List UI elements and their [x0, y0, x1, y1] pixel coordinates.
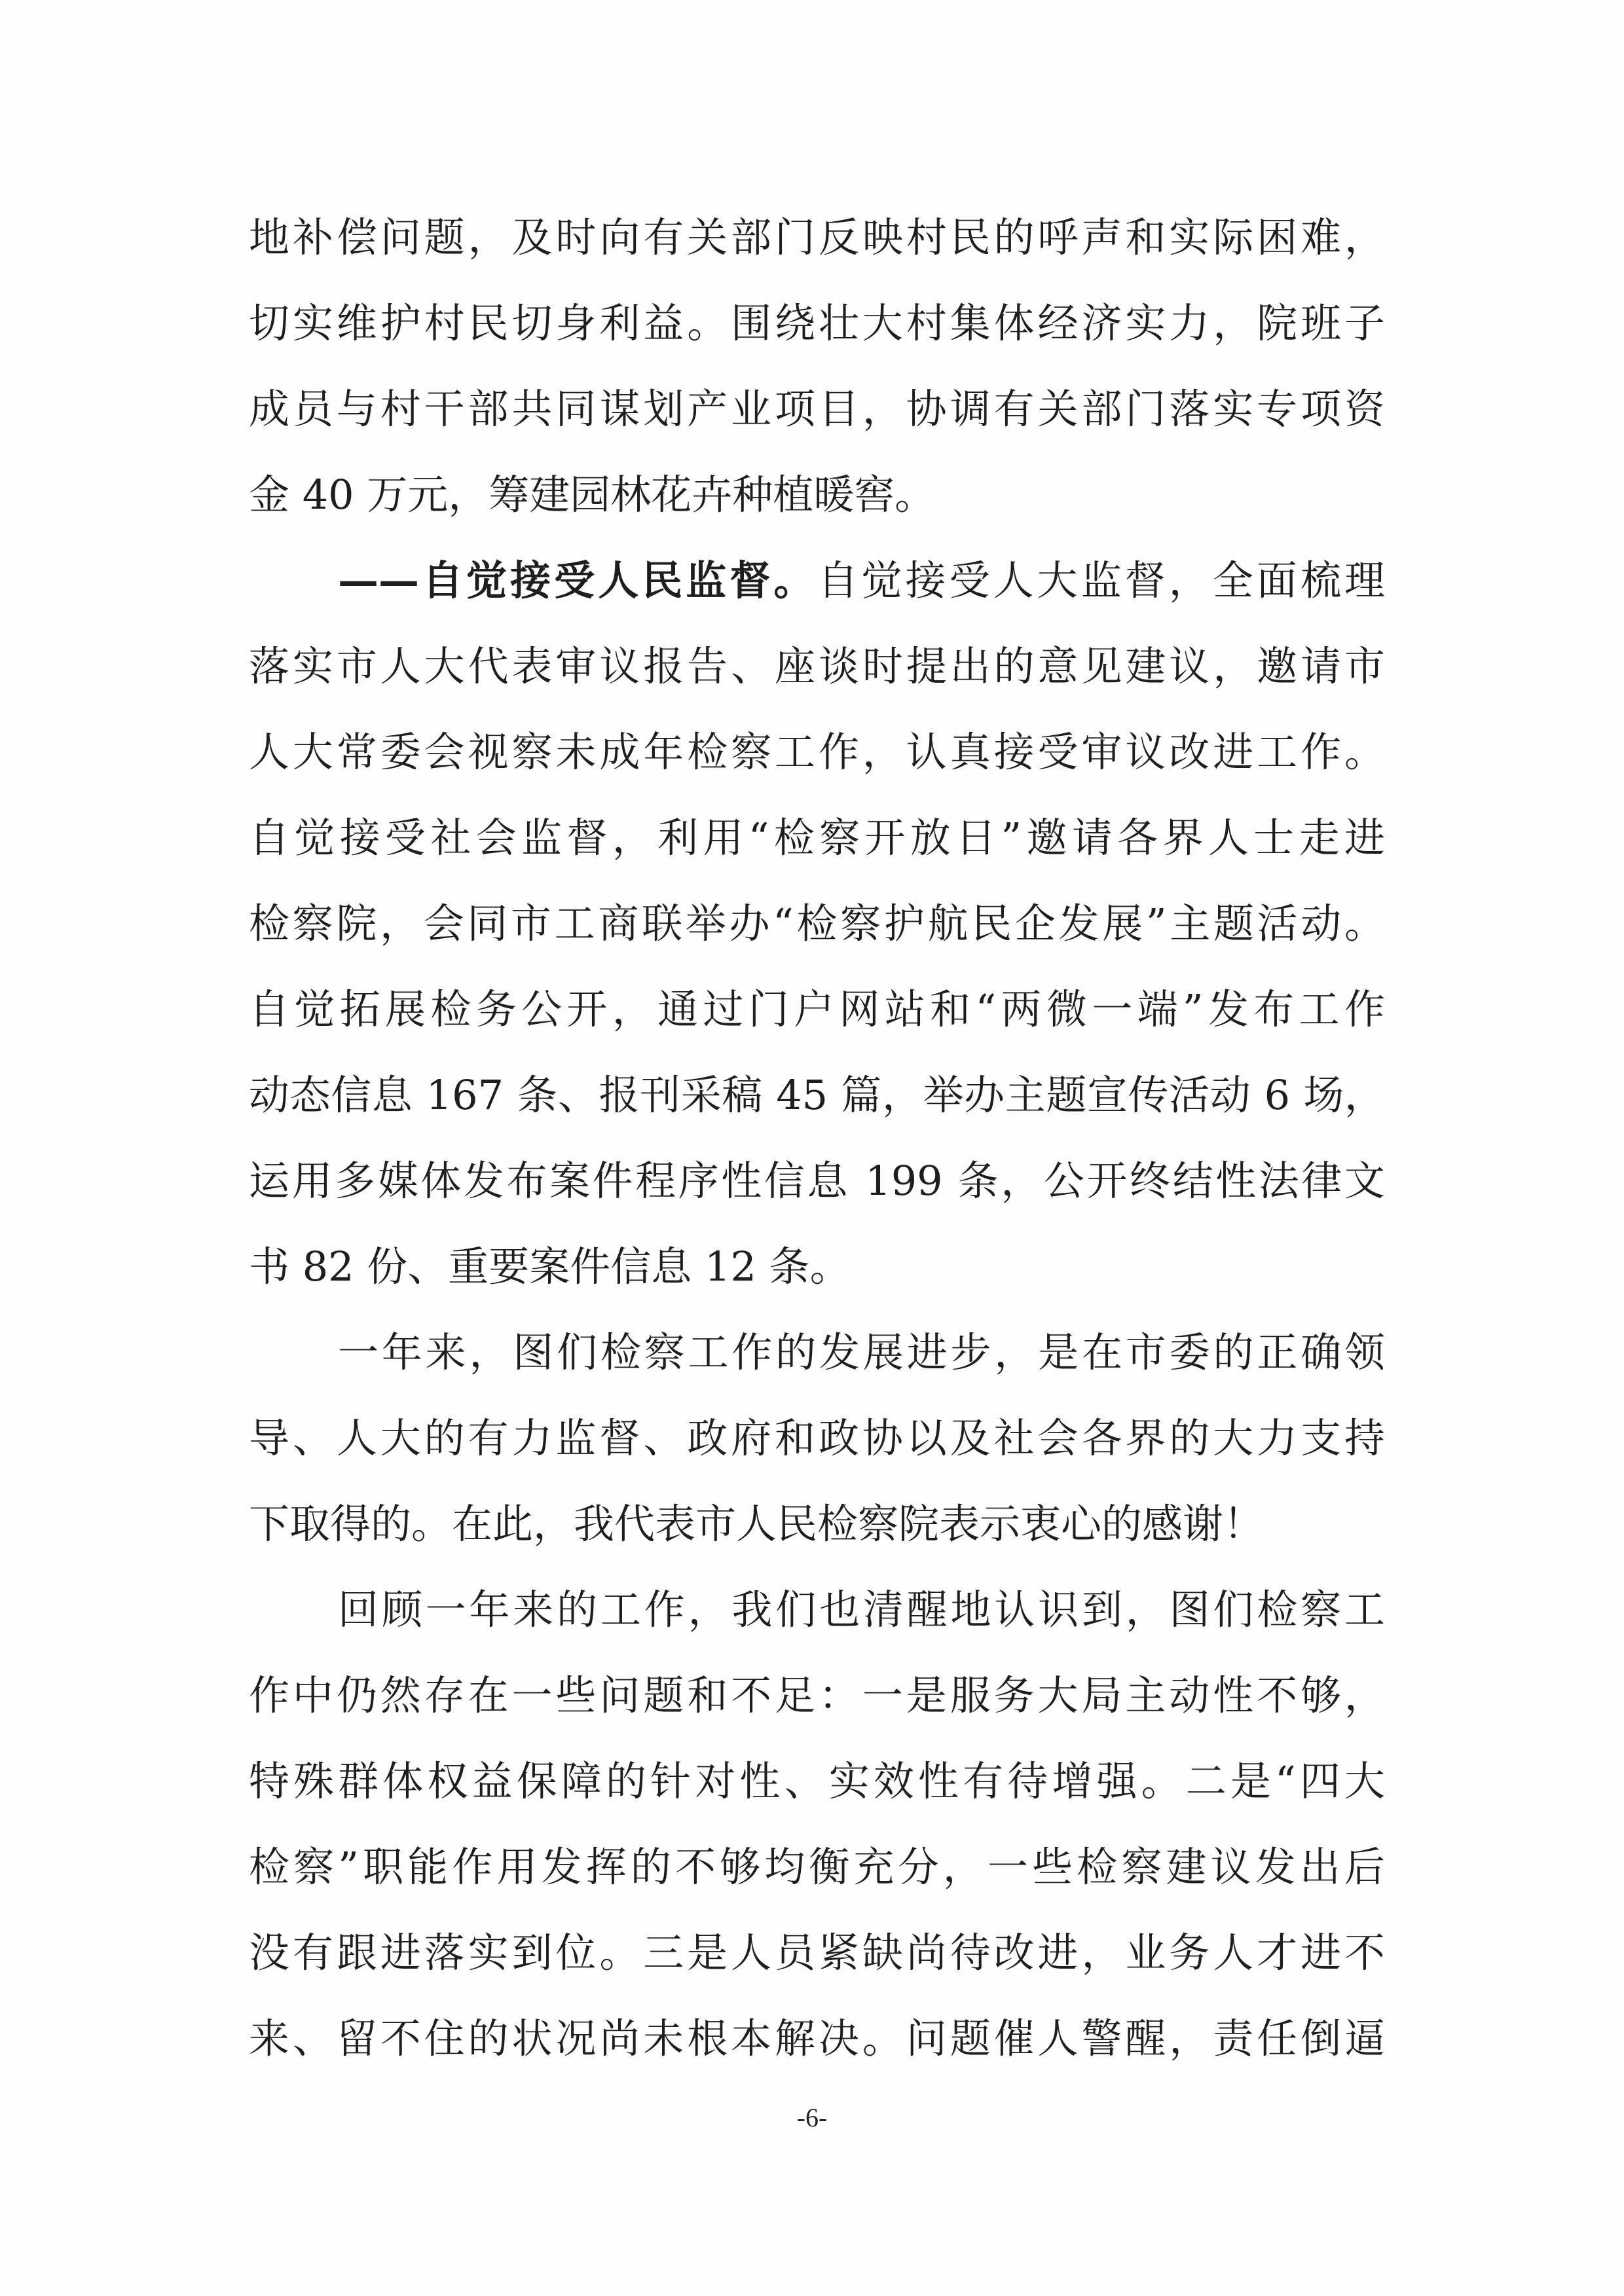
text-line: 回顾一年来的工作，我们也清醒地认识到，图们检察工 — [338, 1586, 1385, 1633]
text-line: 作中仍然存在一些问题和不足：一是服务大局主动性不够， — [249, 1671, 1385, 1719]
section-heading: ——自觉接受人民监督。 — [338, 556, 818, 604]
text-line: 成员与村干部共同谋划产业项目，协调有关部门落实专项资 — [249, 385, 1385, 433]
text-line: 检察院，会同市工商联举办“检察护航民企发展”主题活动。 — [249, 900, 1385, 947]
paragraph — [249, 1567, 1385, 2081]
page-number: -6- — [796, 2103, 828, 2132]
text-line: 来、留不住的状况尚未根本解决。问题催人警醒，责任倒逼 — [249, 2014, 1385, 2062]
text-line: 一年来，图们检察工作的发展进步，是在市委的正确领 — [338, 1328, 1385, 1376]
text-span: 自觉接受人大监督，全面梳理 — [817, 556, 1385, 604]
text-line: 金 40 万元，筹建园林花卉种植暖窖。 — [249, 471, 936, 519]
text-line: 切实维护村民切身利益。围绕壮大村集体经济实力，院班子 — [249, 299, 1385, 347]
text-line: 导、人大的有力监督、政府和政协以及社会各界的大力支持 — [249, 1414, 1385, 1462]
text-line: 下取得的。在此，我代表市人民检察院表示衷心的感谢！ — [249, 1500, 1264, 1548]
body-text — [249, 194, 1385, 2081]
text-line: 落实市人大代表审议报告、座谈时提出的意见建议，邀请市 — [249, 642, 1385, 690]
text-line: 自觉拓展检务公开，通过门户网站和“两微一端”发布工作 — [249, 985, 1385, 1033]
text-line: 运用多媒体发布案件程序性信息 199 条，公开终结性法律文 — [249, 1157, 1385, 1205]
text-line: 检察”职能作用发挥的不够均衡充分，一些检察建议发出后 — [249, 1843, 1385, 1891]
text-line: 动态信息 167 条、报刊采稿 45 篇，举办主题宣传活动 6 场， — [249, 1071, 1385, 1119]
paragraph — [249, 538, 1385, 1309]
text-line: 没有跟进落实到位。三是人员紧缺尚待改进，业务人才进不 — [249, 1929, 1385, 1977]
paragraph — [249, 194, 1385, 538]
text-line: 书 82 份、重要案件信息 12 条。 — [249, 1243, 851, 1290]
paragraph — [249, 1309, 1385, 1567]
text-line: 人大常委会视察未成年检察工作，认真接受审议改进工作。 — [249, 728, 1385, 776]
text-line: 地补偿问题，及时向有关部门反映村民的呼声和实际困难， — [249, 213, 1385, 261]
text-line — [249, 538, 1385, 623]
text-line: 自觉接受社会监督，利用“检察开放日”邀请各界人士走进 — [249, 814, 1385, 862]
text-line: 特殊群体权益保障的针对性、实效性有待增强。二是“四大 — [249, 1757, 1385, 1805]
